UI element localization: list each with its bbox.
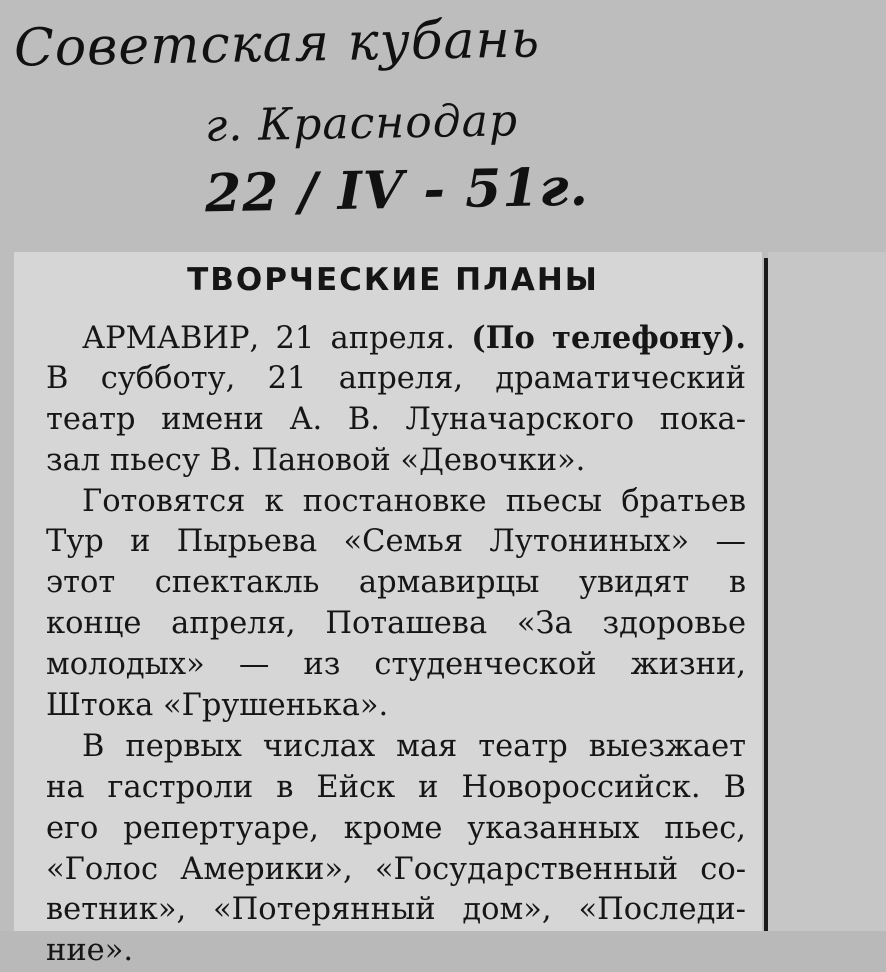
dateline-source: (По телефону). — [471, 320, 746, 356]
handwritten-date: 22 / IV - 51г. — [204, 156, 590, 225]
article-line: Тур и Пырьева «Семья Лутониных» — — [46, 524, 746, 560]
article-title: ТВОРЧЕСКИЕ ПЛАНЫ — [187, 262, 599, 298]
article-line: «Голос Америки», «Государственный со- — [46, 851, 746, 887]
article-line: этот спектакль армавирцы увидят в — [46, 565, 746, 601]
article-line: Штока «Грушенька». — [46, 688, 389, 724]
article-line: театр имени А. В. Луначарского пока- — [46, 401, 746, 437]
article-line: В первых числах мая театр выезжает — [82, 728, 746, 764]
article-line: зал пьесу В. Пановой «Девочки». — [46, 442, 586, 478]
handwritten-city: г. Краснодар — [204, 95, 519, 152]
article-body — [46, 318, 746, 972]
article-line: ветник», «Потерянный дом», «Последи- — [46, 892, 746, 928]
article-line: Готовятся к постановке пьесы братьев — [82, 483, 746, 519]
article-line: на гастроли в Ейск и Новороссийск. В — [46, 769, 746, 805]
article-line: конце апреля, Поташева «За здоровье — [46, 606, 746, 642]
article-line: его репертуаре, кроме указанных пьес, — [46, 810, 746, 846]
article-dateline — [46, 318, 746, 359]
dateline-place: АРМАВИР, 21 апреля. — [82, 321, 455, 356]
column-rule — [764, 258, 768, 931]
article-line: ние». — [46, 933, 134, 969]
adjacent-column-strip — [768, 252, 886, 931]
article-line: В субботу, 21 апреля, драматический — [46, 360, 746, 396]
article-line: молодых» — из студенческой жизни, — [46, 647, 746, 683]
newspaper-clipping — [14, 252, 762, 969]
handwritten-newspaper-name: Советская кубань — [13, 9, 541, 79]
